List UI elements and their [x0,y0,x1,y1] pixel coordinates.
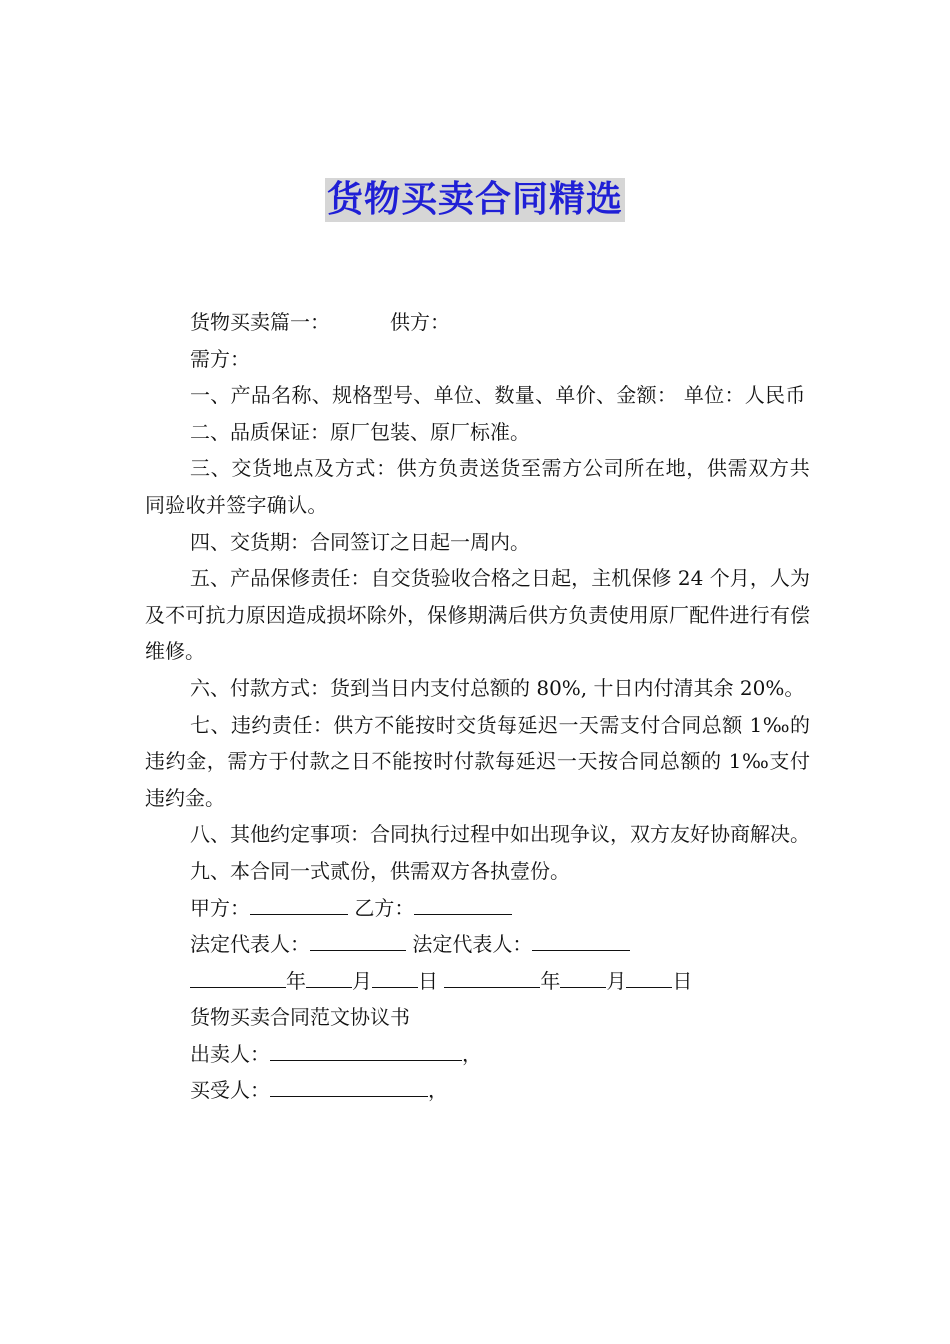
buyer-blank [270,1076,428,1097]
paragraph-product: 一、产品名称、规格型号、单位、数量、单价、金额： 单位：人民币 [190,383,806,408]
paragraph-delivery-date: 四、交货期：合同签订之日起一周内。 [190,529,530,554]
buyer-line [145,1072,810,1109]
party-a-blank [250,894,348,915]
paragraph-liability: 七、违约责任：供方不能按时交货每延迟一天需支付合同总额 1‰的违约金，需方于付款之日不能按时付款每延迟一天按合同总额的 1‰支付违约金。 [145,712,810,810]
rep-a-blank [310,930,406,951]
article-label: 货物买卖篇一： [190,310,330,334]
seller-blank [270,1040,462,1061]
supplier-label: 供方： [390,310,450,334]
buyer-label: 买受人： [190,1078,270,1103]
signature-dates [145,963,810,1000]
seller-comma: ， [462,1041,482,1066]
paragraph-quality: 二、品质保证：原厂包装、原厂标准。 [190,419,530,444]
date-b-day-blank [626,967,672,988]
paragraph-copies: 九、本合同一式贰份，供需双方各执壹份。 [190,858,570,883]
date-a-year-blank [190,967,286,988]
paragraph-header [145,304,810,341]
document-title: 货物买卖合同精选 [326,179,623,220]
buyer-comma: ， [428,1078,448,1103]
date-b-month: 月 [606,968,627,993]
party-b-label: 乙方： [354,895,415,920]
date-b-month-blank [560,967,606,988]
signature-representatives [145,926,810,963]
rep-b-blank [532,930,630,951]
date-b-year: 年 [540,968,561,993]
date-a-month: 月 [352,968,372,993]
signature-parties [145,890,810,927]
seller-line [145,1036,810,1073]
rep-b-label: 法定代表人： [412,932,533,957]
date-a-year: 年 [286,968,306,993]
paragraph-buyer: 需方： [190,346,250,371]
date-a-day-blank [372,967,418,988]
document-title-wrapper [0,178,950,222]
rep-a-label: 法定代表人： [190,932,310,957]
party-a-label: 甲方： [190,895,250,920]
paragraph-other: 八、其他约定事项：合同执行过程中如出现争议，双方友好协商解决。 [190,822,810,847]
paragraph-warranty: 五、产品保修责任：自交货验收合格之日起，主机保修 24 个月，人为及不可抗力原因造成损坏除外，保修期满后供方负责使用原厂配件进行有偿维修。 [145,566,810,664]
party-b-blank [414,894,512,915]
contract-body [145,304,810,1109]
paragraph-delivery: 三、交货地点及方式：供方负责送货至需方公司所在地，供需双方共同验收并签字确认。 [145,456,810,517]
date-b-year-blank [444,967,540,988]
paragraph-payment: 六、付款方式：货到当日内支付总额的 80%, 十日内付清其余 20%。 [190,675,805,700]
section2-heading: 货物买卖合同范文协议书 [190,1005,410,1030]
date-a-day: 日 [418,968,438,993]
date-b-day: 日 [672,968,693,993]
seller-label: 出卖人： [190,1041,270,1066]
date-a-month-blank [306,967,352,988]
